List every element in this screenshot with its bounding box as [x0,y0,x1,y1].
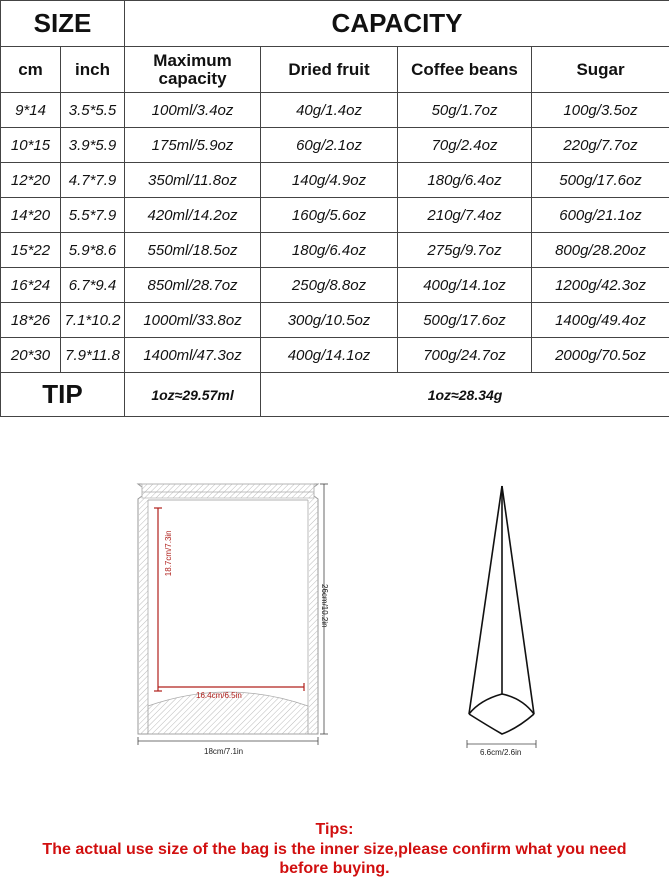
cell-cm: 16*24 [1,268,61,303]
table-row [1,163,669,198]
cell-sugar: 220g/7.7oz [532,128,669,163]
col-inch: inch [61,47,125,93]
cell-sugar: 1200g/42.3oz [532,268,669,303]
cell-inch: 3.9*5.9 [61,128,125,163]
cell-sugar: 500g/17.6oz [532,163,669,198]
cell-dried-fruit: 40g/1.4oz [261,93,398,128]
capacity-header: CAPACITY [125,1,669,47]
cell-dried-fruit: 400g/14.1oz [261,338,398,373]
cell-inch: 7.1*10.2 [61,303,125,338]
bag-drawing [0,416,669,776]
cell-sugar: 600g/21.1oz [532,198,669,233]
cell-coffee-beans: 400g/14.1oz [398,268,532,303]
cell-max-capacity: 420ml/14.2oz [125,198,261,233]
cell-coffee-beans: 70g/2.4oz [398,128,532,163]
cell-max-capacity: 100ml/3.4oz [125,93,261,128]
tip-label: TIP [1,373,125,417]
cell-cm: 14*20 [1,198,61,233]
cell-max-capacity: 1400ml/47.3oz [125,338,261,373]
cell-max-capacity: 350ml/11.8oz [125,163,261,198]
col-max-capacity: Maximum capacity [125,47,261,93]
cell-max-capacity: 175ml/5.9oz [125,128,261,163]
bag-side-view [467,486,536,748]
col-dried-fruit: Dried fruit [261,47,398,93]
cell-cm: 18*26 [1,303,61,338]
cell-coffee-beans: 700g/24.7oz [398,338,532,373]
cell-coffee-beans: 180g/6.4oz [398,163,532,198]
cell-inch: 4.7*7.9 [61,163,125,198]
table-row [1,268,669,303]
cell-cm: 15*22 [1,233,61,268]
cell-inch: 6.7*9.4 [61,268,125,303]
cell-coffee-beans: 210g/7.4oz [398,198,532,233]
cell-dried-fruit: 250g/8.8oz [261,268,398,303]
table-row [1,128,669,163]
cell-coffee-beans: 275g/9.7oz [398,233,532,268]
inner-width-label: 16.4cm/6.5in [196,691,242,700]
size-header: SIZE [1,1,125,47]
table-row [1,233,669,268]
table-row [1,198,669,233]
cell-cm: 10*15 [1,128,61,163]
cell-sugar: 800g/28.20oz [532,233,669,268]
cell-inch: 3.5*5.5 [61,93,125,128]
cell-sugar: 2000g/70.5oz [532,338,669,373]
cell-cm: 20*30 [1,338,61,373]
cell-sugar: 100g/3.5oz [532,93,669,128]
cell-dried-fruit: 60g/2.1oz [261,128,398,163]
cell-max-capacity: 1000ml/33.8oz [125,303,261,338]
tips-title: Tips: [315,821,354,838]
cell-dried-fruit: 300g/10.5oz [261,303,398,338]
inner-height-label: 18.7cm/7.3in [164,530,173,577]
table-row [1,93,669,128]
tips-line-1: The actual use size of the bag is the inner size,please confirm what you need [42,841,627,858]
col-coffee-beans: Coffee beans [398,47,532,93]
cell-dried-fruit: 160g/5.6oz [261,198,398,233]
cell-inch: 5.9*8.6 [61,233,125,268]
col-cm: cm [1,47,61,93]
cell-sugar: 1400g/49.4oz [532,303,669,338]
cell-max-capacity: 850ml/28.7oz [125,268,261,303]
cell-coffee-beans: 50g/1.7oz [398,93,532,128]
tip-ml-conversion: 1oz≈29.57ml [125,373,261,417]
outer-width-label: 18cm/7.1in [204,747,244,756]
cell-dried-fruit: 180g/6.4oz [261,233,398,268]
table-row [1,338,669,373]
tip-g-conversion: 1oz≈28.34g [261,373,669,417]
table-row [1,303,669,338]
col-sugar: Sugar [532,47,669,93]
bag-diagram [0,416,669,776]
cell-inch: 5.5*7.9 [61,198,125,233]
cell-cm: 12*20 [1,163,61,198]
bag-front-view [138,484,328,745]
cell-cm: 9*14 [1,93,61,128]
gusset-width-label: 6.6cm/2.6in [480,748,522,757]
cell-inch: 7.9*11.8 [61,338,125,373]
size-capacity-table [0,0,669,417]
outer-height-label: 26cm/10.2in [320,584,329,628]
cell-max-capacity: 550ml/18.5oz [125,233,261,268]
cell-coffee-beans: 500g/17.6oz [398,303,532,338]
tips-line-2: before buying. [279,860,390,877]
cell-dried-fruit: 140g/4.9oz [261,163,398,198]
